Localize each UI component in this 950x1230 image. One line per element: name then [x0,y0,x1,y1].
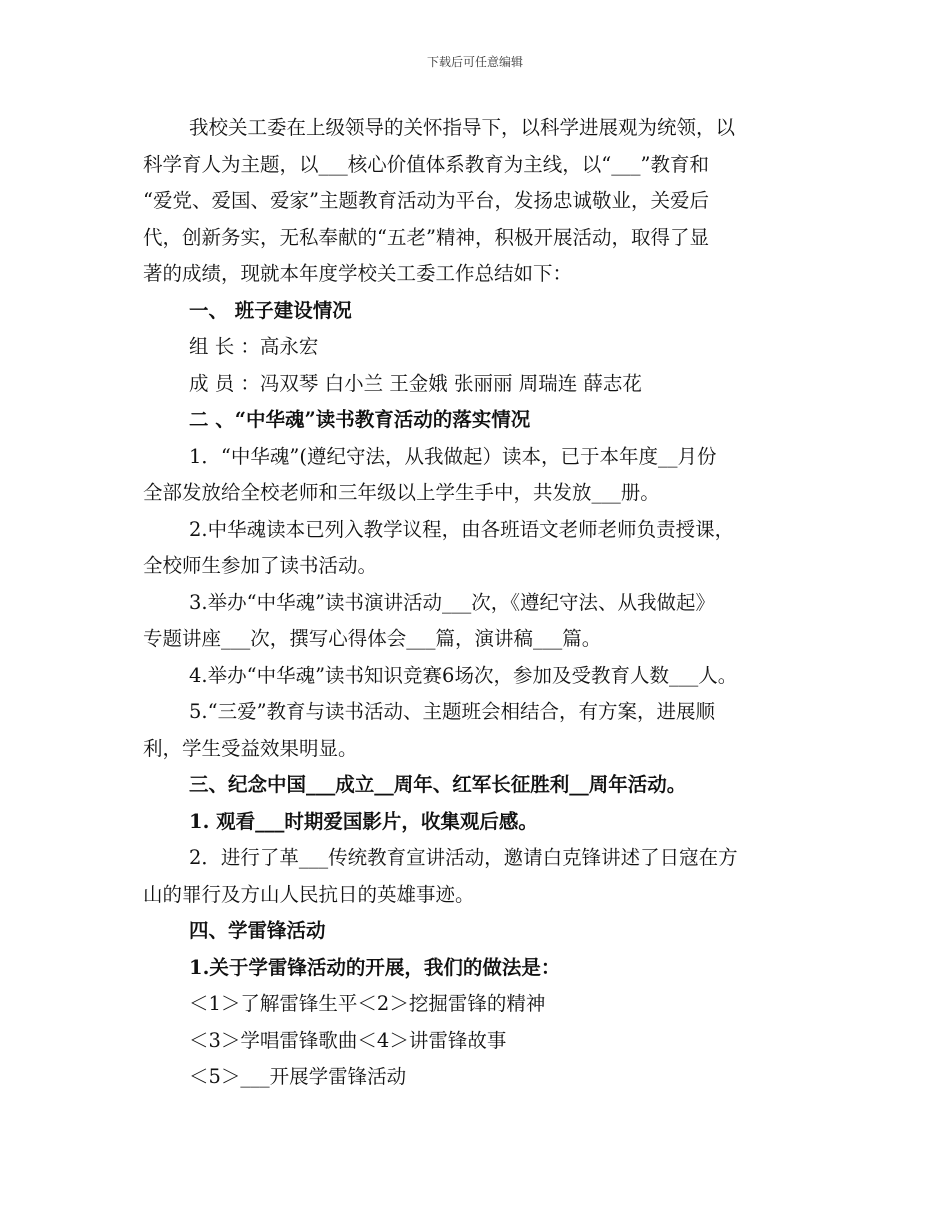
body-text-line: “爱党、爱国、爱家”主题教育活动为平台，发扬忠诚敬业，关爱后 [143,189,709,212]
body-text-line: 科学育人为主题，以___核心价值体系教育为主线，以“___”教育和 [143,152,709,176]
body-text-line: 2．进行了革___传统教育宣讲活动，邀请白克锋讲述了日寇在方 [189,846,738,869]
section-heading-line: 四、学雷锋活动 [189,919,326,942]
body-text-line: 成 员 ：冯双琴 白小兰 王金娥 张丽丽 周瑞连 薛志花 [189,371,642,395]
section-heading-line: 二 、“中华魂”读书教育活动的落实情况 [189,408,531,431]
body-text-line: 全校师生参加了读书活动。 [143,554,378,577]
section-heading-line: 三、纪念中国___成立__周年、红军长征胜利__周年活动。 [189,773,687,796]
document-body [143,110,823,1096]
body-text-line: 4.举办“中华魂”读书知识竞赛6场次，参加及受教育人数___人。 [189,663,738,687]
section-heading-line: 1. 观看___时期爱国影片，收集观后感。 [189,809,538,833]
body-text-line: 专题讲座___次，撰写心得体会___篇，演讲稿___篇。 [143,627,602,650]
body-text-line: 3.举办“中华魂”读书演讲活动___次，《遵纪守法、从我做起》 [189,590,716,614]
body-text-line: 利，学生受益效果明显。 [143,736,358,760]
body-text-line: 全部发放给全校老师和三年级以上学生手中，共发放___册。 [143,481,660,504]
section-heading-line: 一、 班子建设情况 [189,298,352,322]
section-heading-line: 1.关于学雷锋活动的开展，我们的做法是： [189,955,561,979]
body-text-line: 组 长 ：高永宏 [189,335,319,358]
body-text-line: 代，创新务实，无私奉献的“五老”精神，积极开展活动，取得了显 [143,225,709,249]
body-text-line: 我校关工委在上级领导的关怀指导下，以科学进展观为统领，以 [189,116,736,139]
page-header: 下载后可任意编辑 [426,55,523,69]
body-text-line: 2.中华魂读本已列入教学议程，由各班语文老师老师负责授课， [189,517,735,541]
body-text-line: ＜1＞了解雷锋生平＜2＞挖掘雷锋的精神 [189,992,546,1015]
body-text-line: 山的罪行及方山人民抗日的英雄事迹。 [143,882,475,906]
body-text-line: ＜3＞学唱雷锋歌曲＜4＞讲雷锋故事 [189,1028,507,1052]
body-text-line: 1．“中华魂”(遵纪守法，从我做起）读本，已于本年度__月份 [189,444,717,468]
body-text-line: 著的成绩，现就本年度学校关工委工作总结如下： [143,262,573,285]
body-text-line: 5.“三爱”教育与读书活动、主题班会相结合，有方案，进展顺 [189,700,716,723]
body-text-line: ＜5＞___开展学雷锋活动 [189,1065,407,1088]
